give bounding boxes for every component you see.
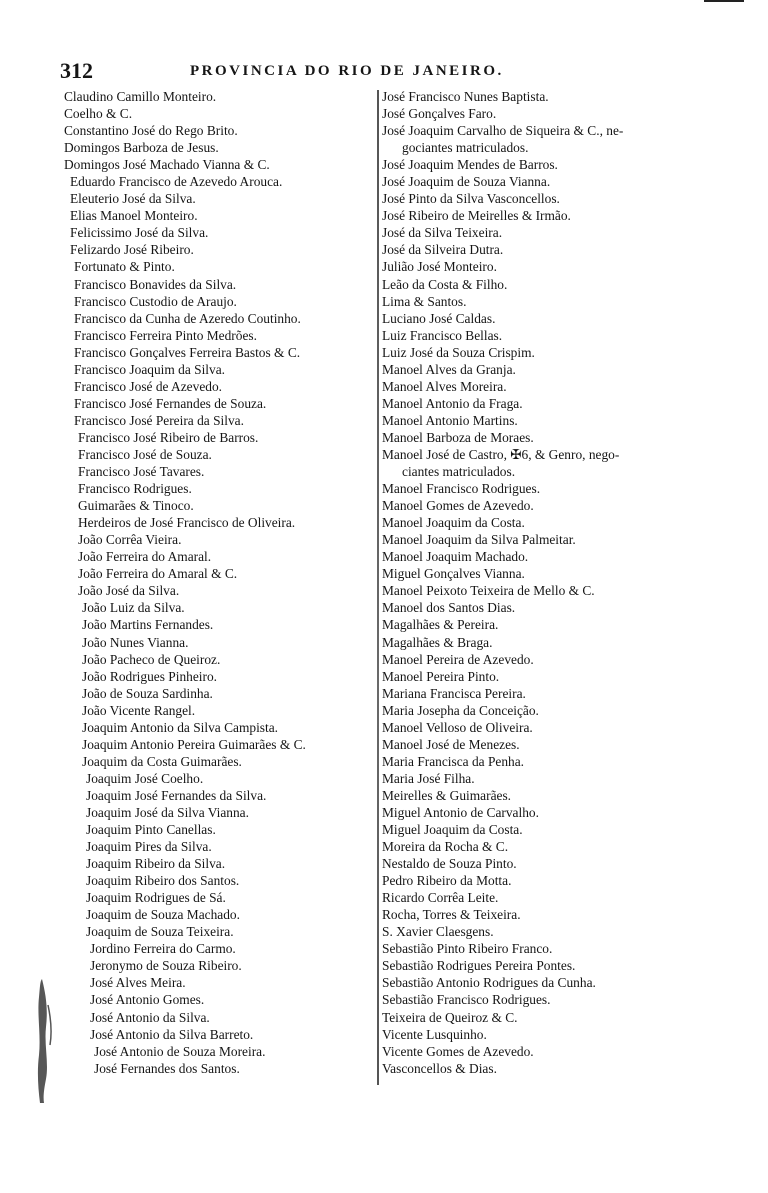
directory-entry: Sebastião Francisco Rodrigues. <box>382 992 551 1008</box>
directory-entry: João Luiz da Silva. <box>82 600 185 616</box>
directory-entry: José Alves Meira. <box>90 975 186 991</box>
directory-entry: Manoel Joaquim da Silva Palmeitar. <box>382 532 576 548</box>
directory-entry: Francisco José Pereira da Silva. <box>74 412 244 428</box>
directory-entry: José Joaquim Carvalho de Siqueira & C., ne- <box>382 123 624 139</box>
directory-entry: Vasconcellos & Dias. <box>382 1060 497 1076</box>
directory-entry: Francisco Bonavides da Silva. <box>74 276 237 292</box>
directory-entry: Rocha, Torres & Teixeira. <box>382 907 521 923</box>
directory-entry: Guimarães & Tinoco. <box>78 498 194 514</box>
directory-entry: Joaquim de Souza Teixeira. <box>86 924 234 940</box>
directory-entry: Fortunato & Pinto. <box>74 259 175 275</box>
directory-entry: Manoel Alves da Granja. <box>382 361 516 377</box>
directory-entry: Joaquim José da Silva Vianna. <box>86 804 249 820</box>
directory-entry: Moreira da Rocha & C. <box>382 839 509 855</box>
directory-entry: Joaquim Ribeiro da Silva. <box>86 856 226 872</box>
binding-stain-mark <box>34 975 56 1105</box>
directory-entry: José Fernandes dos Santos. <box>94 1060 240 1076</box>
directory-entry: Claudino Camillo Monteiro. <box>64 89 217 104</box>
directory-entry: Miguel Gonçalves Vianna. <box>382 566 525 582</box>
directory-entry: Maria José Filha. <box>382 770 475 786</box>
directory-entry: Pedro Ribeiro da Motta. <box>382 873 512 889</box>
directory-entry: João Nunes Vianna. <box>82 634 189 650</box>
directory-entry: José Antonio da Silva Barreto. <box>90 1026 254 1042</box>
directory-entry: Vicente Gomes de Azevedo. <box>382 1043 534 1059</box>
directory-entry: Jeronymo de Souza Ribeiro. <box>90 958 242 974</box>
left-column-list <box>64 88 382 1077</box>
directory-entry: Eleuterio José da Silva. <box>70 191 196 207</box>
directory-entry: José Antonio de Souza Moreira. <box>94 1043 266 1059</box>
directory-entry: Joaquim Ribeiro dos Santos. <box>86 873 240 889</box>
directory-entry: Miguel Antonio de Carvalho. <box>382 804 539 820</box>
directory-entry: Mariana Francisca Pereira. <box>382 685 526 701</box>
directory-entry: Joaquim Antonio Pereira Guimarães & C. <box>82 736 306 752</box>
directory-entry: Coelho & C. <box>64 106 133 122</box>
directory-entry: Magalhães & Pereira. <box>382 617 499 633</box>
page-header <box>60 58 560 86</box>
directory-entry: Magalhães & Braga. <box>382 634 493 650</box>
page-number: 312 <box>60 58 93 83</box>
directory-entry: Francisco José Ribeiro de Barros. <box>78 429 259 445</box>
directory-entry: Francisco José Fernandes de Souza. <box>74 395 267 411</box>
directory-entry: Domingos Barboza de Jesus. <box>64 140 219 156</box>
directory-entry: Maria Francisca da Penha. <box>382 753 525 769</box>
directory-entry: João Vicente Rangel. <box>82 702 196 718</box>
directory-entry: Felicissimo José da Silva. <box>70 225 209 241</box>
directory-entry: Joaquim José Fernandes da Silva. <box>86 787 267 803</box>
directory-entry: Manoel dos Santos Dias. <box>382 600 516 616</box>
directory-entry: Sebastião Antonio Rodrigues da Cunha. <box>382 975 596 991</box>
directory-entry: Francisco José Tavares. <box>78 464 205 480</box>
directory-entry: Manoel Pereira de Azevedo. <box>382 651 534 667</box>
top-edge-mark <box>704 0 744 2</box>
directory-entry: Francisco Rodrigues. <box>78 481 192 497</box>
directory-entry: José Ribeiro de Meirelles & Irmão. <box>382 208 571 224</box>
directory-entry: S. Xavier Claesgens. <box>382 924 494 940</box>
directory-entry: Meirelles & Guimarães. <box>382 787 512 803</box>
running-title: PROVINCIA DO RIO DE JANEIRO. <box>190 63 504 79</box>
directory-entry: Francisco Custodio de Araujo. <box>74 293 237 309</box>
directory-entry: Luiz Francisco Bellas. <box>382 327 503 343</box>
directory-entry: Jordino Ferreira do Carmo. <box>90 941 236 957</box>
directory-entry: Lima & Santos. <box>382 293 467 309</box>
directory-entry: José Antonio da Silva. <box>90 1009 210 1025</box>
directory-entry: Luciano José Caldas. <box>382 310 496 326</box>
directory-entry: José da Silveira Dutra. <box>382 242 504 258</box>
directory-entry: Ricardo Corrêa Leite. <box>382 890 499 906</box>
directory-entry: José Gonçalves Faro. <box>382 106 497 122</box>
directory-entry: José da Silva Teixeira. <box>382 225 503 241</box>
directory-entry: José Joaquim de Souza Vianna. <box>382 174 551 190</box>
directory-entry: Maria Josepha da Conceição. <box>382 702 539 718</box>
directory-entry: José Antonio Gomes. <box>90 992 205 1008</box>
directory-entry: Manoel Barboza de Moraes. <box>382 429 534 445</box>
directory-entry: João Corrêa Vieira. <box>78 532 182 548</box>
directory-entry: Francisco Joaquim da Silva. <box>74 361 225 377</box>
directory-entry: João Rodrigues Pinheiro. <box>82 668 218 684</box>
directory-entry: Manoel Alves Moreira. <box>382 378 507 394</box>
directory-entry: Sebastião Rodrigues Pereira Pontes. <box>382 958 576 974</box>
directory-entry: Leão da Costa & Filho. <box>382 276 508 292</box>
directory-entry: João de Souza Sardinha. <box>82 685 213 701</box>
directory-entry: Manoel Joaquim Machado. <box>382 549 529 565</box>
directory-entry: Luiz José da Souza Crispim. <box>382 344 535 360</box>
directory-entry: João Pacheco de Queiroz. <box>82 651 221 667</box>
directory-entry: Joaquim Pinto Canellas. <box>86 822 216 838</box>
directory-entry: Manoel Antonio da Fraga. <box>382 395 523 411</box>
directory-entry-continuation: gociantes matriculados. <box>402 140 529 156</box>
directory-entry: Manoel Gomes de Azevedo. <box>382 498 534 514</box>
directory-entry: Elias Manoel Monteiro. <box>70 208 198 224</box>
directory-entry: Felizardo José Ribeiro. <box>70 242 194 258</box>
directory-entry: Francisco José de Azevedo. <box>74 378 222 394</box>
directory-entry: Julião José Monteiro. <box>382 259 497 275</box>
directory-entry: Joaquim Rodrigues de Sá. <box>86 890 226 906</box>
directory-entry: Joaquim Antonio da Silva Campista. <box>82 719 279 735</box>
directory-entry: João Ferreira do Amaral. <box>78 549 212 565</box>
directory-entry: Vicente Lusquinho. <box>382 1026 487 1042</box>
directory-entry: Francisco Ferreira Pinto Medrões. <box>74 327 257 343</box>
directory-entry: Francisco Gonçalves Ferreira Bastos & C. <box>74 344 301 360</box>
directory-entry: Joaquim da Costa Guimarães. <box>82 753 242 769</box>
directory-entry: Constantino José do Rego Brito. <box>64 123 238 139</box>
directory-entry: João Ferreira do Amaral & C. <box>78 566 238 582</box>
directory-entry: Manoel Peixoto Teixeira de Mello & C. <box>382 583 595 599</box>
directory-entry: Joaquim de Souza Machado. <box>86 907 240 923</box>
directory-entry: Domingos José Machado Vianna & C. <box>64 157 270 173</box>
directory-entry: Manoel Pereira Pinto. <box>382 668 500 684</box>
directory-entry: Miguel Joaquim da Costa. <box>382 822 523 838</box>
directory-entry: Eduardo Francisco de Azevedo Arouca. <box>70 174 283 190</box>
directory-entry: Manoel Francisco Rodrigues. <box>382 481 541 497</box>
directory-entry: João José da Silva. <box>78 583 180 599</box>
directory-entry: Herdeiros de José Francisco de Oliveira. <box>78 515 296 531</box>
directory-entry: Joaquim Pires da Silva. <box>86 839 212 855</box>
directory-entry-continuation: ciantes matriculados. <box>402 464 516 480</box>
column-divider <box>377 90 379 1085</box>
directory-entry: Teixeira de Queiroz & C. <box>382 1009 518 1025</box>
directory-entry: Joaquim José Coelho. <box>86 770 204 786</box>
directory-entry: Manoel Joaquim da Costa. <box>382 515 525 531</box>
directory-entry: Manoel Velloso de Oliveira. <box>382 719 533 735</box>
directory-entry: José Pinto da Silva Vasconcellos. <box>382 191 560 207</box>
directory-entry: Francisco José de Souza. <box>78 446 212 462</box>
directory-entry: Manoel José de Castro, ✠6, & Genro, nego- <box>382 446 620 462</box>
directory-entry: Nestaldo de Souza Pinto. <box>382 856 517 872</box>
directory-entry: Manoel José de Menezes. <box>382 736 520 752</box>
directory-entry: João Martins Fernandes. <box>82 617 214 633</box>
directory-entry: Francisco da Cunha de Azeredo Coutinho. <box>74 310 301 326</box>
directory-entry: Manoel Antonio Martins. <box>382 412 518 428</box>
directory-entry: Sebastião Pinto Ribeiro Franco. <box>382 941 553 957</box>
directory-entry: José Francisco Nunes Baptista. <box>382 89 549 104</box>
directory-entry: José Joaquim Mendes de Barros. <box>382 157 558 173</box>
right-column-list <box>382 88 704 1077</box>
